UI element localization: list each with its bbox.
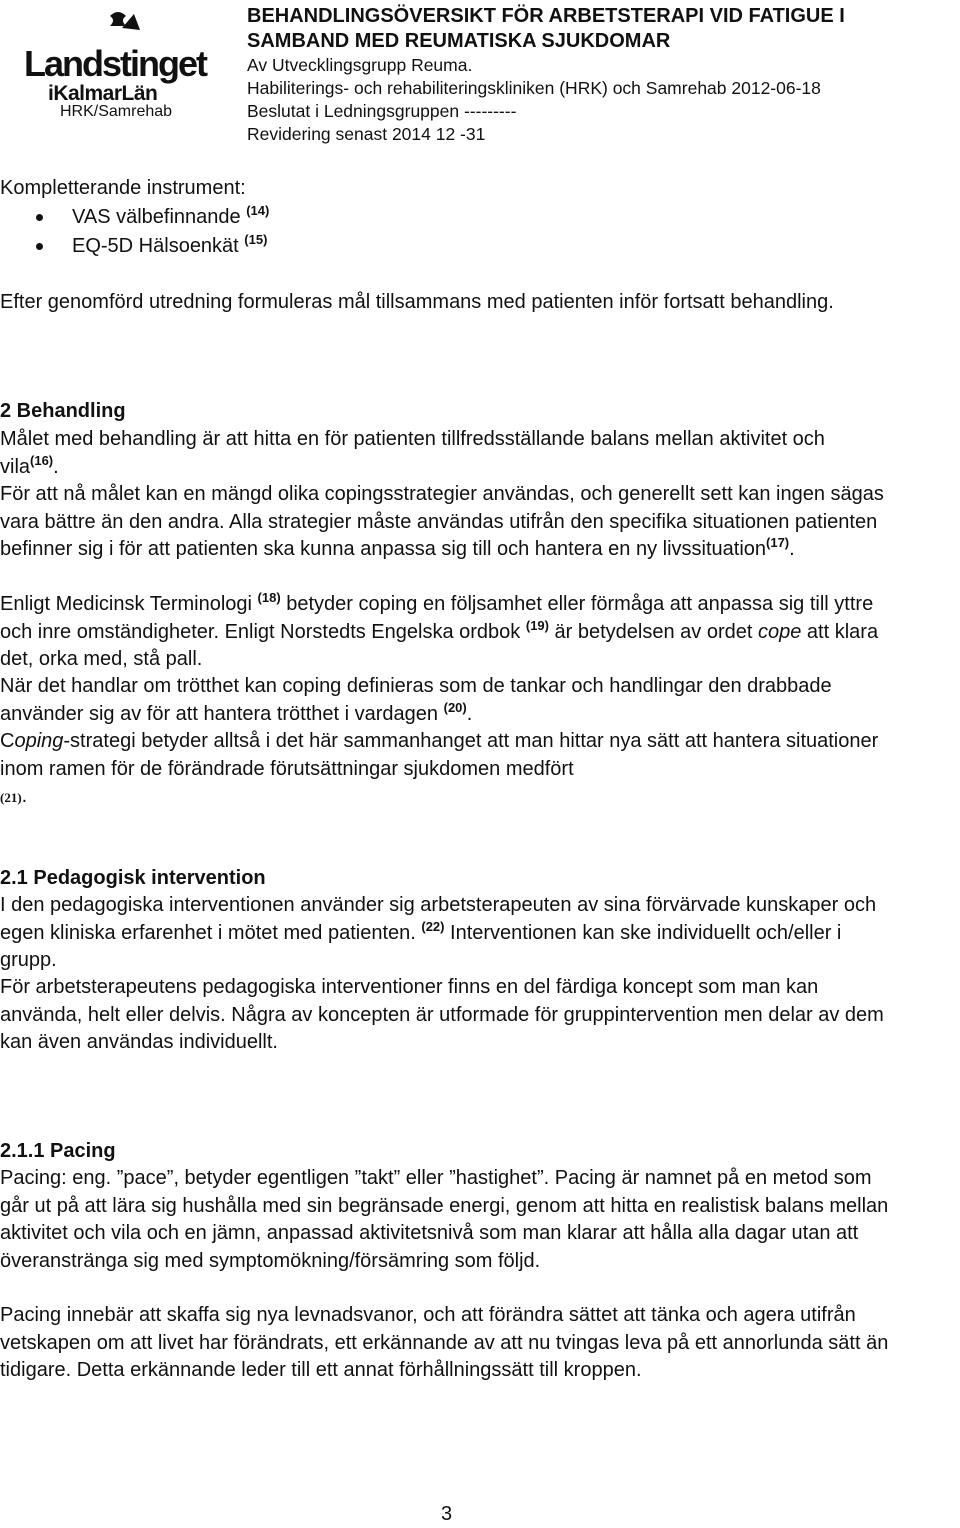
section-2-1-paragraph-2: För arbetsterapeutens pedagogiska interventioner finns en del färdiga koncept som man kan använda, helt eller delvis. Några av koncepten är utformade för gruppintervention men delar av dem kan även användas individuellt. xyxy=(0,976,884,1053)
header-decided: Beslutat i Ledningsgruppen --------- xyxy=(247,101,517,121)
complement-heading: Kompletterande instrument: xyxy=(0,177,246,199)
section-2-paragraph-2: För att nå målet kan en mängd olika copingsstrategier användas, och generellt sett kan ingen sägas vara bättre än den andra. Alla strategier måste användas utifrån den specifika situationen patienten befinner sig i för att patienten ska kunna anpassa sig till och hantera en ny livssituation$^{(17)}$. xyxy=(0,483,884,560)
page-number: 3 xyxy=(441,1503,453,1525)
instrument-list xyxy=(0,203,900,261)
section-2-1-1-heading: 2.1.1 Pacing xyxy=(0,1140,116,1162)
section-2-heading: 2 Behandling xyxy=(0,400,126,422)
reference-number: (14) xyxy=(246,203,270,218)
header-revised: Revidering senast 2014 12 -31 xyxy=(247,124,486,144)
logo-unit: HRK/Samrehab xyxy=(60,103,173,120)
list-item: VAS välbefinnande $^{(14)}$ xyxy=(0,203,900,232)
section-2-1-paragraph-1: I den pedagogiska interventionen använder sig arbetsterapeuten av sina förvärvade kunskaper och egen kliniska erfarenhet i mötet med patienten. $^{(22)}$ Interventionen kan ske individuellt och/eller i grupp. xyxy=(0,894,877,971)
paragraph-after-assessment: Efter genomförd utredning formuleras mål tillsammans med patienten inför fortsatt behandling. xyxy=(0,291,834,313)
section-2-1-1-paragraph-1: Pacing: eng. ”pace”, betyder egentligen ”takt” eller ”hastighet”. Pacing är namnet på en metod som går ut på att lära sig hushålla med sin begränsade energi, genom att hitta en realistisk balans mellan aktivitet och vila och en jämn, anpassad aktivitetsnivå som man klarar att hålla alla dagar utan att överanstränga sig med symptomökning/försämring som följd. xyxy=(0,1167,889,1272)
header-title-line2: SAMBAND MED REUMATISKA SJUKDOMAR xyxy=(247,30,671,52)
section-2-paragraph-3: Enligt Medicinsk Terminologi $^{(18)}$ betyder coping en följsamhet eller förmåga att anpassa sig till yttre och inre omständigheter. Enligt Norstedts Engelska ordbok $^{(19)}$ är betydelsen av ordet cope att klara det, orka med, stå pall. xyxy=(0,590,879,670)
section-2-paragraph-4: När det handlar om trötthet kan coping definieras som de tankar och handlingar den drabbade använder sig av för att hantera trötthet i vardagen $^{(20)}$. xyxy=(0,675,832,725)
header-title-line1: BEHANDLINGSÖVERSIKT FÖR ARBETSTERAPI VID FATIGUE I xyxy=(247,5,845,27)
document-header xyxy=(247,4,959,146)
logo-name-line2: iKalmarLän xyxy=(48,82,158,105)
reference-number: (15) xyxy=(244,232,268,247)
list-item: EQ-5D Hälsoenkät $^{(15)}$ xyxy=(0,232,900,261)
section-2-paragraph-5: Coping-strategi betyder alltså i det här sammanhanget att man hittar nya sätt att hantera situationer inom ramen för de förändrade förutsättningar sjukdomen medfört (21). xyxy=(0,730,879,807)
header-org: Habiliterings- och rehabiliteringskliniken (HRK) och Samrehab 2012-06-18 xyxy=(247,78,821,98)
section-2-1-heading: 2.1 Pedagogisk intervention xyxy=(0,867,266,889)
logo-name-line1: Landstinget xyxy=(24,43,206,84)
section-2-1-1-paragraph-2: Pacing innebär att skaffa sig nya levnadsvanor, och att förändra sättet att tänka och agera utifrån vetskapen om att livet har förändrats, ett erkännande av att nu tvingas leva på ett annorlunda sätt än tidigare. Detta erkännande leder till ett annat förhållningssätt till kroppen. xyxy=(0,1304,889,1381)
section-2-paragraph-1: Målet med behandling är att hitta en för patienten tillfredsställande balans mellan aktivitet och vila$^{(16)}$. xyxy=(0,428,825,478)
header-author: Av Utvecklingsgrupp Reuma. xyxy=(247,55,473,75)
